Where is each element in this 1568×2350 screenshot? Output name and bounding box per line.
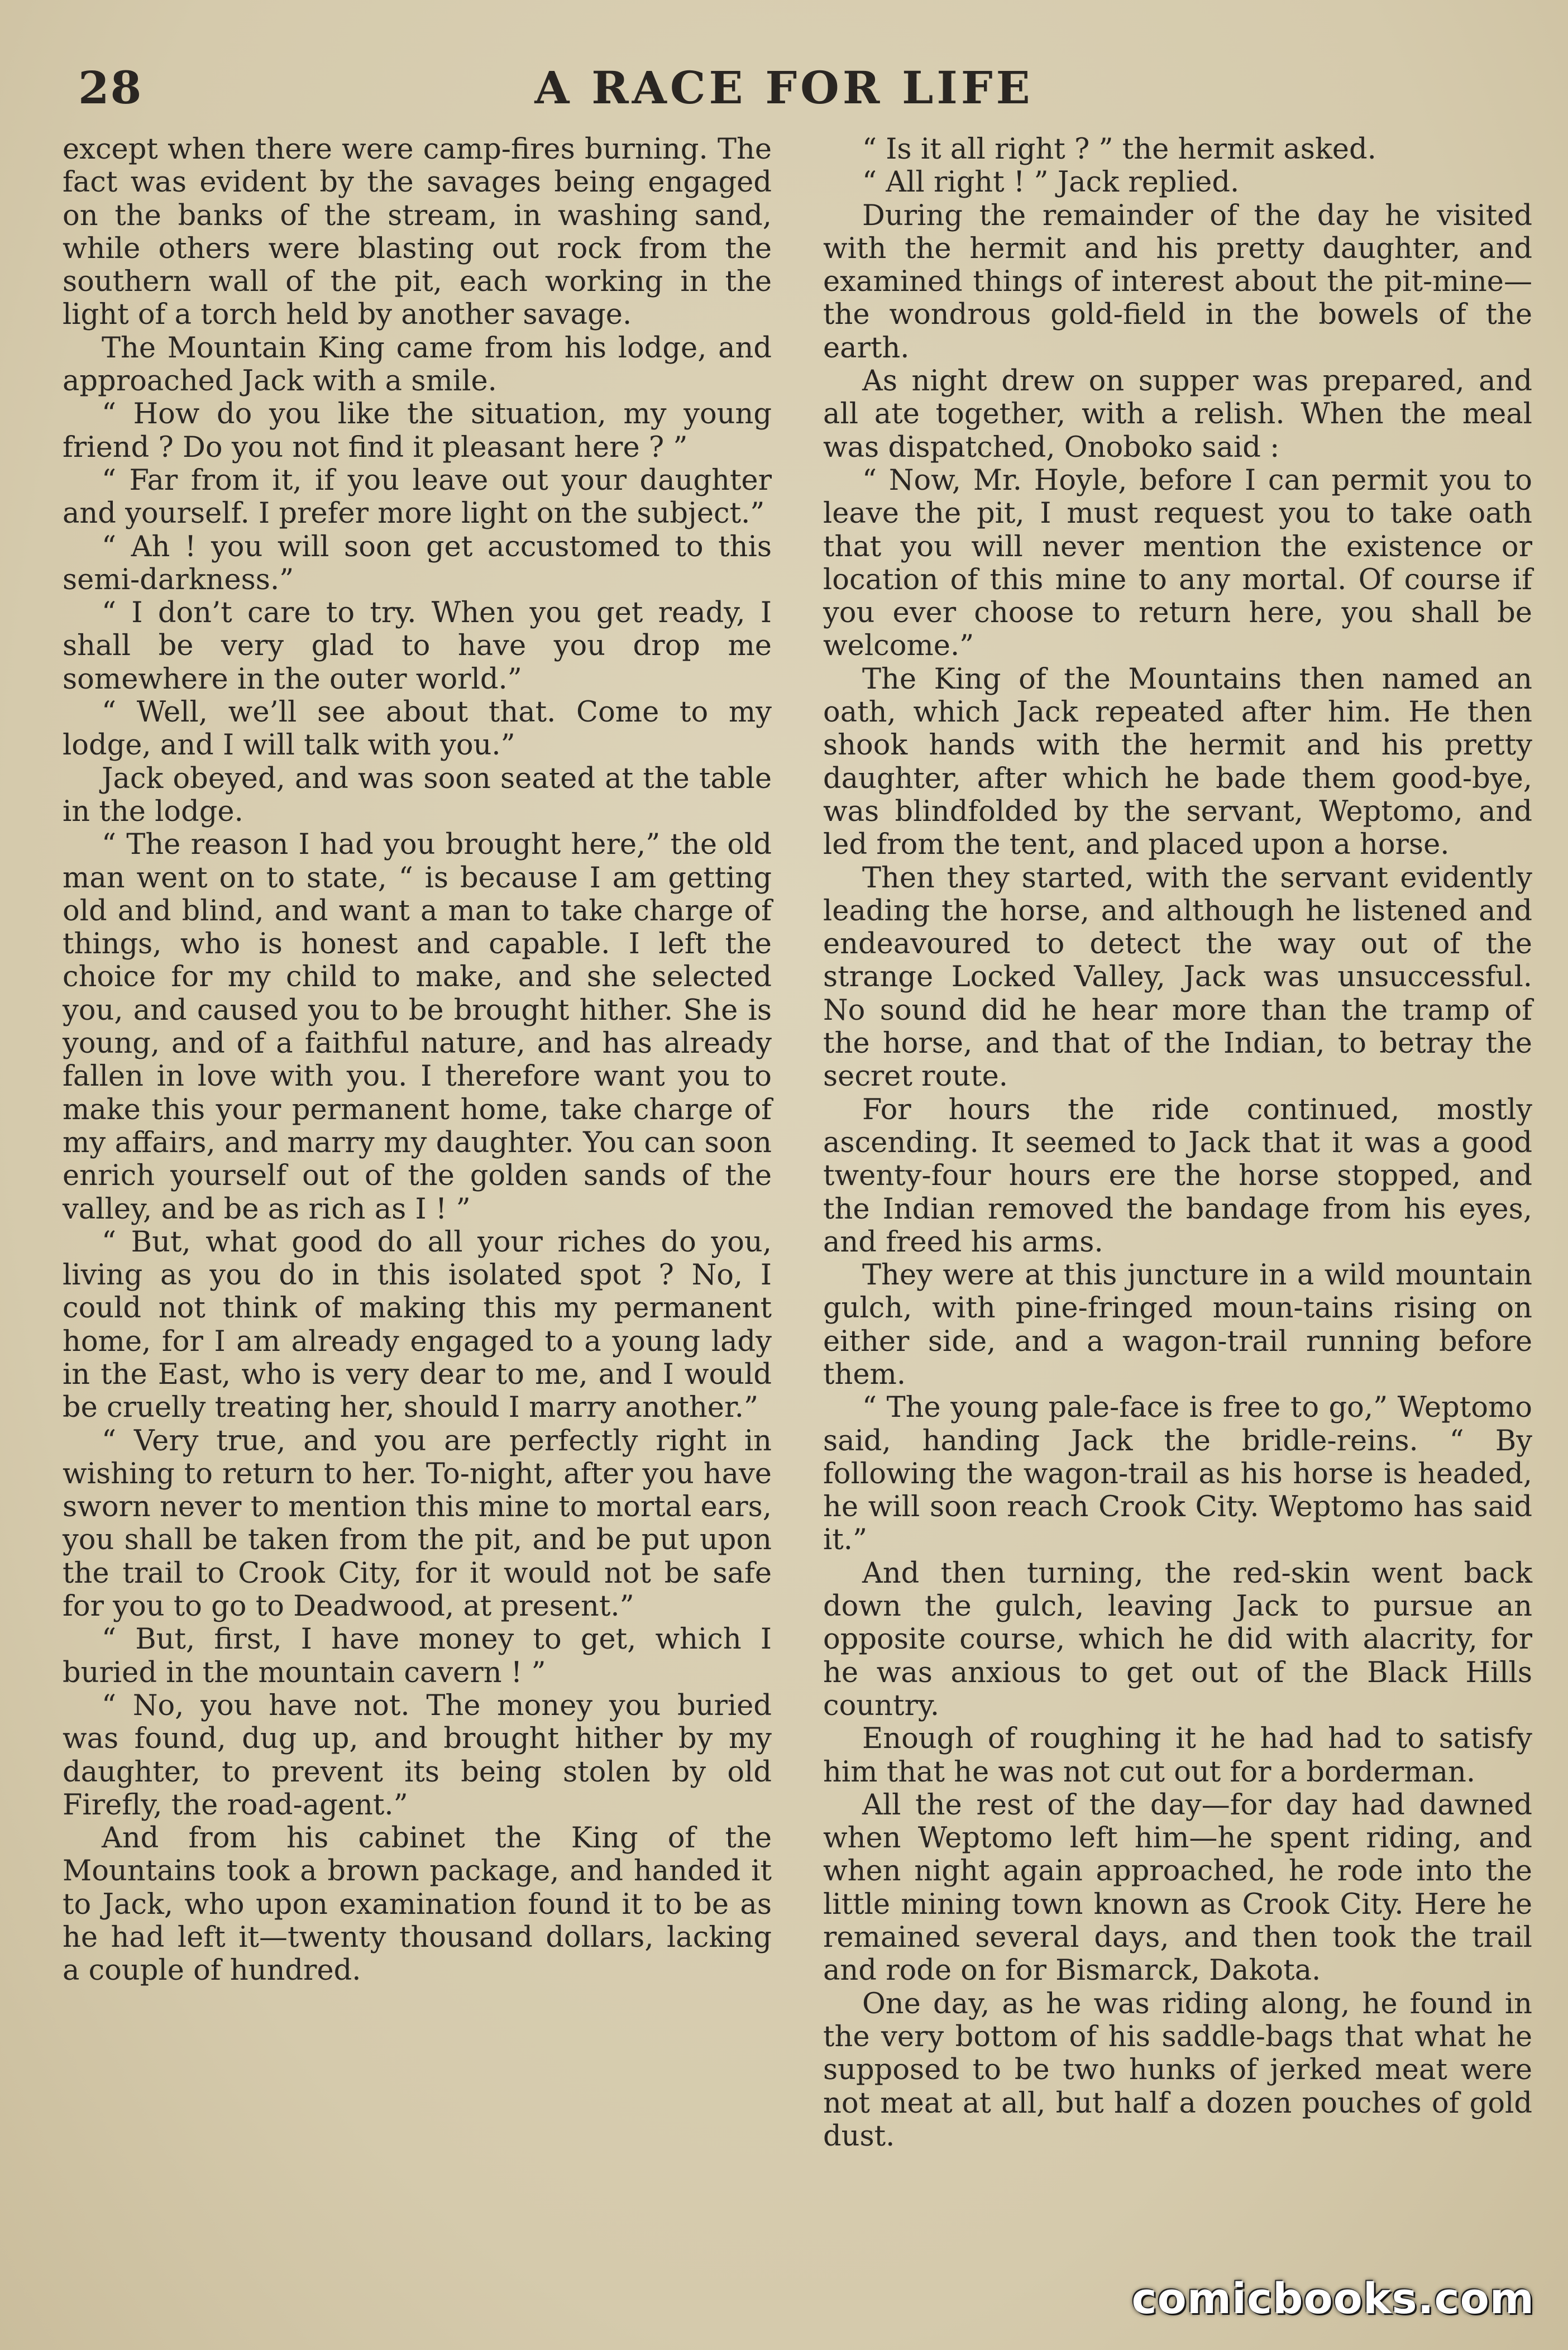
paragraph: One day, as he was riding along, he found in the very bottom of his saddle-bags that what he supposed to be two hunks of jerked meat were not meat at all, but half a dozen pouches of gold dust. [823, 1987, 1532, 2153]
paragraph: “ I don’t care to try. When you get ready, I shall be very glad to have you drop me somewhere in the outer world.” [63, 596, 772, 696]
paragraph: During the remainder of the day he visited with the hermit and his pretty daughter, and examined things of interest about the pit-mine—the wondrous gold-field in the bowels of the earth. [823, 199, 1532, 365]
paragraph: As night drew on supper was prepared, and all ate together, with a relish. When the meal was dispatched, Onoboko said : [823, 365, 1532, 464]
paragraph: “ The young pale-face is free to go,” Weptomo said, handing Jack the bridle-reins. “ By following the wagon-trail as his horse is headed, he will soon reach Crook City. Weptomo has said it.” [823, 1391, 1532, 1557]
paragraph: “ Is it all right ? ” the hermit asked. [862, 133, 1376, 166]
paragraph: Jack obeyed, and was soon seated at the table in the lodge. [63, 762, 772, 828]
paragraph: They were at this juncture in a wild mountain gulch, with pine-fringed moun-tains rising on either side, and a wagon-trail running before them. [823, 1259, 1532, 1391]
paragraph: except when there were camp-fires burning. The fact was evident by the savages being engaged on the banks of the stream, in washing sand, while others were blasting out rock from the southern wall of the pit, each working in the light of a torch held by another savage. [63, 133, 772, 332]
paragraph: The Mountain King came from his lodge, and approached Jack with a smile. [63, 331, 772, 398]
paragraph: “ Now, Mr. Hoyle, before I can permit you to leave the pit, I must request you to take oath that you will never mention the existence or location of this mine to any mortal. Of course if you ever choose to return here, you shall be welcome.” [823, 464, 1532, 663]
page-number: 28 [78, 61, 143, 114]
paragraph: “ Well, we’ll see about that. Come to my lodge, and I will talk with you.” [63, 696, 772, 762]
watermark-logo: comicbooks.com [1131, 2273, 1534, 2323]
paragraph: “ But, what good do all your riches do you, living as you do in this isolated spot ? No, I could not think of making this my permanent home, for I am already engaged to a young lady in the East, who is very dear to me, and I would be cruelly treating her, should I marry another.” [63, 1225, 772, 1425]
right-column [823, 133, 1532, 2153]
paragraph: “ No, you have not. The money you buried was found, dug up, and brought hither by my daughter, to prevent its being stolen by old Firefly, the road-agent.” [63, 1689, 772, 1822]
paragraph: “ Ah ! you will soon get accustomed to this semi-darkness.” [63, 530, 772, 596]
paragraph: The King of the Mountains then named an oath, which Jack repeated after him. He then shook hands with the hermit and his pretty daughter, after which he bade them good-bye, was blindfolded by the servant, Weptomo, and led from the tent, and placed upon a horse. [823, 662, 1532, 862]
paragraph: For hours the ride continued, mostly ascending. It seemed to Jack that it was a good twenty-four hours ere the horse stopped, and the Indian removed the bandage from his eyes, and freed his arms. [823, 1093, 1532, 1259]
paragraph: And from his cabinet the King of the Mountains took a brown package, and handed it to Jack, who upon examination found it to be as he had left it—twenty thousand dollars, lacking a couple of hundred. [63, 1822, 772, 1988]
paragraph: “ How do you like the situation, my young friend ? Do you not find it pleasant here ? ” [63, 398, 772, 464]
paragraph: “ But, first, I have money to get, which I buried in the mountain cavern ! ” [63, 1623, 772, 1689]
paragraph: “ Very true, and you are perfectly right in wishing to return to her. To-night, after you have sworn never to mention this mine to mortal ears, you shall be taken from the pit, and be put upon the trail to Crook City, for it would not be safe for you to go to Deadwood, at present.” [63, 1424, 772, 1623]
paragraph: And then turning, the red-skin went back down the gulch, leaving Jack to pursue an opposite course, which he did with alacrity, for he was anxious to get out of the Black Hills country. [823, 1556, 1532, 1722]
running-head-title: A RACE FOR LIFE [534, 61, 1034, 114]
left-column [63, 133, 772, 1988]
paragraph: Enough of roughing it he had had to satisfy him that he was not cut out for a borderman. [823, 1722, 1532, 1789]
paragraph: “ All right ! ” Jack replied. [862, 166, 1240, 199]
paragraph: “ Far from it, if you leave out your daughter and yourself. I prefer more light on the subject.” [63, 464, 772, 531]
paragraph: All the rest of the day—for day had dawned when Weptomo left him—he spent riding, and when night again approached, he rode into the little mining town known as Crook City. Here he remained several days, and then took the trail and rode on for Bismarck, Dakota. [823, 1788, 1532, 1988]
paragraph: “ The reason I had you brought here,” the old man went on to state, “ is because I am getting old and blind, and want a man to take charge of things, who is honest and capable. I left the choice for my child to make, and she selected you, and caused you to be brought hither. She is young, and of a faithful nature, and has already fallen in love with you. I therefore want you to make this your permanent home, take charge of my affairs, and marry my daughter. You can soon enrich yourself out of the golden sands of the valley, and be as rich as I ! ” [63, 828, 772, 1226]
paragraph: Then they started, with the servant evidently leading the horse, and although he listened and endeavoured to detect the way out of the strange Locked Valley, Jack was unsuccessful. No sound did he hear more than the tramp of the horse, and that of the Indian, to betray the secret route. [823, 861, 1532, 1093]
